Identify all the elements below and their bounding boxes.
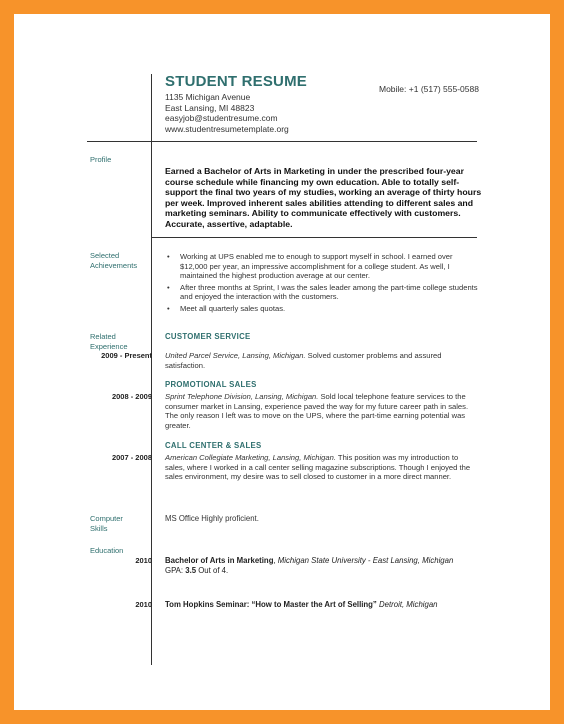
experience-label bbox=[90, 332, 128, 351]
job-description bbox=[165, 351, 480, 370]
email-address: easyjob@studentresume.com bbox=[165, 113, 278, 123]
job-heading: PROMOTIONAL SALES bbox=[165, 380, 257, 389]
education-label: Education bbox=[90, 546, 124, 555]
job-dates: 2007 - 2008 bbox=[111, 453, 152, 462]
header-divider-horizontal bbox=[87, 141, 477, 142]
skills-label bbox=[90, 514, 123, 533]
bullet-icon: • bbox=[167, 282, 170, 292]
job-dates: 2008 - 2009 bbox=[111, 392, 152, 401]
resume-page bbox=[14, 14, 550, 710]
education-entry: Bachelor of Arts in Marketing, Michigan State University - East Lansing, Michigan GPA: 3.5 Out of 4. bbox=[165, 556, 485, 576]
profile-divider-horizontal bbox=[151, 237, 477, 238]
school-name: Michigan State University - East Lansing, Michigan bbox=[277, 556, 454, 565]
achievement-text: Meet all quarterly sales quotas. bbox=[180, 303, 286, 313]
seminar-name: Tom Hopkins Seminar: “How to Master the Art of Selling” bbox=[165, 600, 377, 609]
achievements-label-line1: Selected bbox=[90, 251, 120, 260]
achievements-label-line2: Achievements bbox=[90, 260, 138, 270]
achievement-text: Working at UPS enabled me to enough to support myself in school. I earned over $12,000 per year, an impressive accomplishment for a college student. As well, I maintained the highest production average at our center. bbox=[180, 252, 453, 281]
job-desc: Solved customer problems and assured satisfaction. bbox=[165, 351, 442, 370]
achievements-label bbox=[90, 251, 137, 270]
job-description bbox=[165, 453, 480, 482]
experience-label-line1: Related bbox=[90, 332, 116, 341]
mobile-number: Mobile: +1 (517) 555-0588 bbox=[379, 84, 479, 94]
education-entry bbox=[165, 600, 485, 610]
job-org: Sprint Telephone Division, Lansing, Michigan. bbox=[165, 392, 319, 401]
main-divider-vertical bbox=[151, 90, 152, 665]
achievement-text: After three months at Sprint, I was the sales leader among the part-time college students and enjoyed the interaction with the customers. bbox=[180, 282, 478, 302]
bullet-icon: • bbox=[167, 303, 170, 313]
bullet-icon: • bbox=[167, 252, 170, 261]
gpa-line: GPA: 3.5 Out of 4. bbox=[165, 566, 229, 575]
profile-label: Profile bbox=[90, 155, 112, 164]
seminar-location: Detroit, Michigan bbox=[379, 600, 438, 609]
contact-block bbox=[165, 92, 289, 134]
address-line-2: East Lansing, MI 48823 bbox=[165, 102, 255, 113]
list-item bbox=[165, 304, 480, 314]
skills-label-line2: Skills bbox=[90, 523, 108, 533]
job-heading: CALL CENTER & SALES bbox=[165, 441, 262, 450]
skills-text: MS Office Highly proficient. bbox=[165, 514, 259, 523]
list-item bbox=[165, 283, 480, 302]
header-divider-vertical bbox=[151, 74, 152, 90]
job-org: American Collegiate Marketing, Lansing, Michigan. bbox=[165, 453, 336, 462]
job-heading: CUSTOMER SERVICE bbox=[165, 332, 251, 341]
job-desc: Sold local telephone feature services to the consumer market in Lansing, experience paved the way for my future career path in sales. The only reason I left was to move on the UPS, where the part-time earning potential was greater. bbox=[165, 392, 469, 430]
achievements-list bbox=[165, 252, 480, 316]
resume-title: STUDENT RESUME bbox=[165, 73, 307, 90]
job-desc: This position was my introduction to sales, where I worked in a call center selling magazine subscriptions. Though I enjoyed the sales environment, my desire was to sell closed to customer in a more direct manner. bbox=[165, 453, 471, 482]
job-description bbox=[165, 392, 480, 430]
website-url: www.studentresumetemplate.org bbox=[165, 123, 289, 134]
list-item bbox=[165, 252, 480, 281]
address-line-1: 1135 Michigan Avenue bbox=[165, 92, 251, 102]
gpa-value: 3.5 bbox=[185, 566, 197, 575]
education-year: 2010 bbox=[135, 600, 152, 609]
job-dates: 2009 - Present bbox=[101, 351, 152, 360]
profile-text: Earned a Bachelor of Arts in Marketing in under the prescribed four-year course schedule while financing my own education. Able to totally self-support the final two years of my studies, working an average of thirty hours per week. Improved inherent sales abilities attending to different sales and marketing seminars. Ability to communicate effectively with customers. Accurate, assertive, adaptable. bbox=[165, 166, 482, 229]
experience-label-line2: Experience bbox=[90, 341, 128, 351]
education-year: 2010 bbox=[135, 556, 152, 565]
degree-name: Bachelor of Arts in Marketing bbox=[165, 556, 274, 565]
skills-label-line1: Computer bbox=[90, 514, 123, 523]
job-org: United Parcel Service, Lansing, Michigan. bbox=[165, 351, 306, 360]
